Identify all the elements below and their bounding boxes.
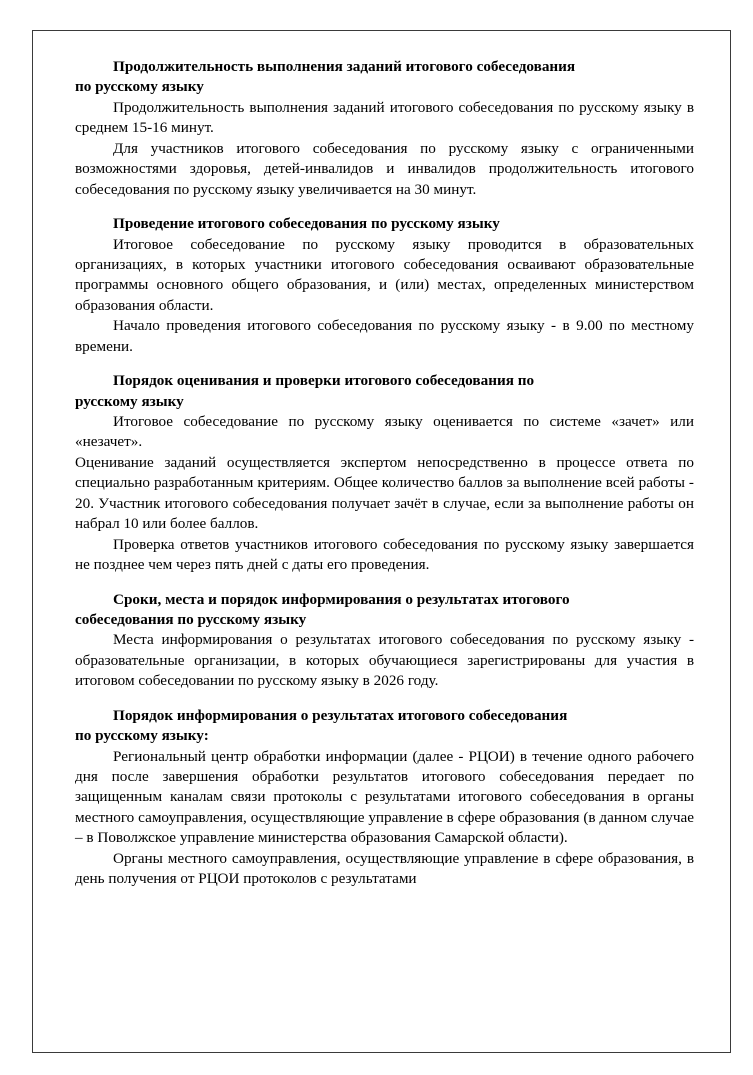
section-heading-continuation: собеседования по русскому языку <box>75 610 307 628</box>
section-spacer <box>75 576 694 590</box>
section-heading-continuation: русскому языку <box>75 392 184 410</box>
section-spacer <box>75 200 694 214</box>
paragraph: Органы местного самоуправления, осуществляющие управление в сфере образования, в день получения от РЦОИ протоколов с результатами <box>75 849 694 888</box>
page-sheet <box>32 30 731 1053</box>
section-heading: Продолжительность выполнения заданий итогового собеседования <box>113 58 576 75</box>
document-body <box>75 57 694 890</box>
section-informing-order <box>75 706 694 890</box>
paragraph: Оценивание заданий осуществляется экспертом непосредственно в процессе ответа по специально разработанным критериям. Общее количество баллов за выполнение всей работы - 20. Участник итогового собеседования получает зачёт в случае, если за выполнение работы он набрал 10 или более баллов. <box>75 453 694 533</box>
section-heading-continuation: по русскому языку <box>75 78 204 96</box>
section-heading-continuation: по русскому языку: <box>75 727 209 745</box>
section-informing-terms <box>75 590 694 692</box>
section-heading: Проведение итогового собеседования по русскому языку <box>113 215 500 233</box>
section-duration <box>75 57 694 200</box>
paragraph: Места информирования о результатах итогового собеседования по русскому языку - образовательные организации, в которых обучающиеся зарегистрированы для участия в итоговом собеседовании по русскому языку в 2026 году. <box>75 631 694 690</box>
paragraph: Продолжительность выполнения заданий итогового собеседования по русскому языку в среднем 15-16 минут. <box>75 98 694 137</box>
paragraph: Проверка ответов участников итогового собеседования по русскому языку завершается не позднее чем через пять дней с даты его проведения. <box>75 535 694 574</box>
section-heading: Сроки, места и порядок информирования о результатах итогового <box>113 590 570 608</box>
section-spacer <box>75 357 694 371</box>
paragraph: Региональный центр обработки информации (далее - РЦОИ) в течение одного рабочего дня после завершения обработки результатов итогового собеседования передает по защищенным каналам связи протоколы с результатами итогового собеседования в органы местного самоуправления, осуществляющие управление в сфере образования (в данном случае – в Поволжское управление министерства образования Самарской области). <box>75 747 694 847</box>
paragraph: Итоговое собеседование по русскому языку проводится в образовательных организациях, в которых участники итогового собеседования осваивают образовательные программы основного общего образования, и (или) местах, определенных министерством образования области. <box>75 235 694 314</box>
section-spacer <box>75 692 694 706</box>
section-evaluation <box>75 371 694 575</box>
section-conducting <box>75 214 694 357</box>
paragraph: Итоговое собеседование по русскому языку оценивается по системе «зачет» или «незачет». <box>75 413 694 451</box>
paragraph: Для участников итогового собеседования по русскому языку с ограниченными возможностями здоровья, детей-инвалидов и инвалидов продолжительность итогового собеседования по русскому языку увеличивается на 30 минут. <box>75 139 694 198</box>
section-heading: Порядок оценивания и проверки итогового собеседования по <box>113 372 535 390</box>
paragraph: Начало проведения итогового собеседования по русскому языку - в 9.00 по местному времени. <box>75 317 694 355</box>
section-heading: Порядок информирования о результатах итогового собеседования <box>113 706 568 724</box>
